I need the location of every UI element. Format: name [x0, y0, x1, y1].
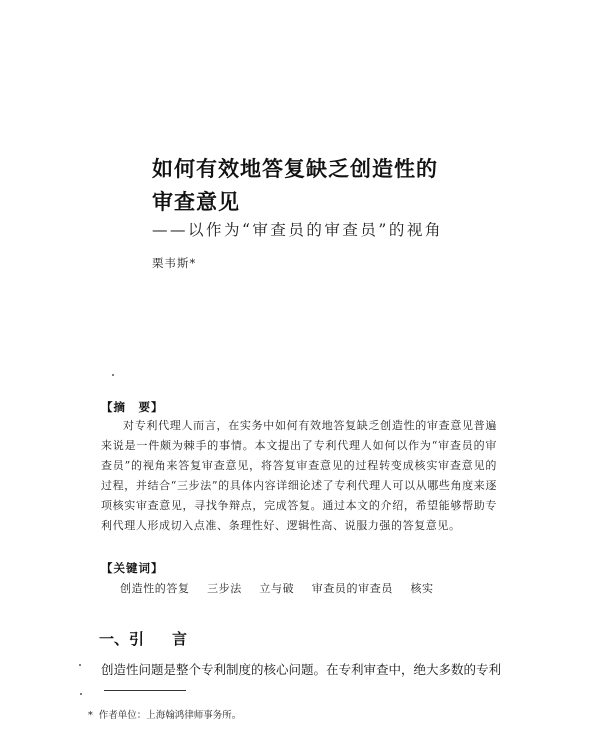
- body-paragraph: 创造性问题是整个专利制度的核心问题。在专利审查中，绝大多数的专利: [101, 662, 502, 677]
- keyword: 核实: [410, 582, 434, 595]
- abstract-text: 对专利代理人而言，在实务中如何有效地答复缺乏创造性的审查意见普遍来说是一件颇为棘手的事情。本文提出了专利代理人如何以作为“审查员的审查员”的视角来答复审查意见，将答复审查意见的过程转变成核实审查意见的过程，并结合“三步法”的具体内容详细论述了专利代理人可以从哪些角度来逐项核实审查意见，寻找争辩点，完成答复。通过本文的介绍，希望能够帮助专利代理人形成切入点准、条理性好、逻辑性高、说服力强的答复意见。: [101, 419, 497, 532]
- footnote-text: 作者单位：上海翰鸿律师事务所。: [98, 710, 242, 721]
- article-title-line-2: 审查意见: [152, 190, 240, 214]
- scan-speck: [79, 664, 81, 666]
- section-heading-number: 一、引: [99, 630, 145, 648]
- keyword: 创造性的答复: [120, 582, 190, 595]
- keywords-list: [120, 580, 448, 596]
- author-name: 栗韦斯*: [152, 256, 197, 270]
- section-heading: [99, 628, 187, 649]
- keyword: 审查员的审查员: [311, 582, 393, 595]
- keyword: 立与破: [259, 582, 295, 595]
- article-title-line-1: 如何有效地答复缺乏创造性的: [152, 157, 438, 181]
- keyword: 三步法: [207, 582, 242, 595]
- scan-speck: [112, 374, 114, 376]
- scan-speck: [80, 693, 82, 695]
- footnote-divider: [104, 690, 186, 691]
- abstract-label: 【摘 要】: [101, 400, 164, 414]
- section-heading-title: 言: [172, 630, 188, 648]
- keywords-label: 【关键词】: [101, 561, 164, 575]
- article-subtitle: ——以作为“审查员的审查员”的视角: [152, 221, 443, 239]
- footnote: [88, 707, 241, 721]
- footnote-mark: *: [88, 710, 93, 721]
